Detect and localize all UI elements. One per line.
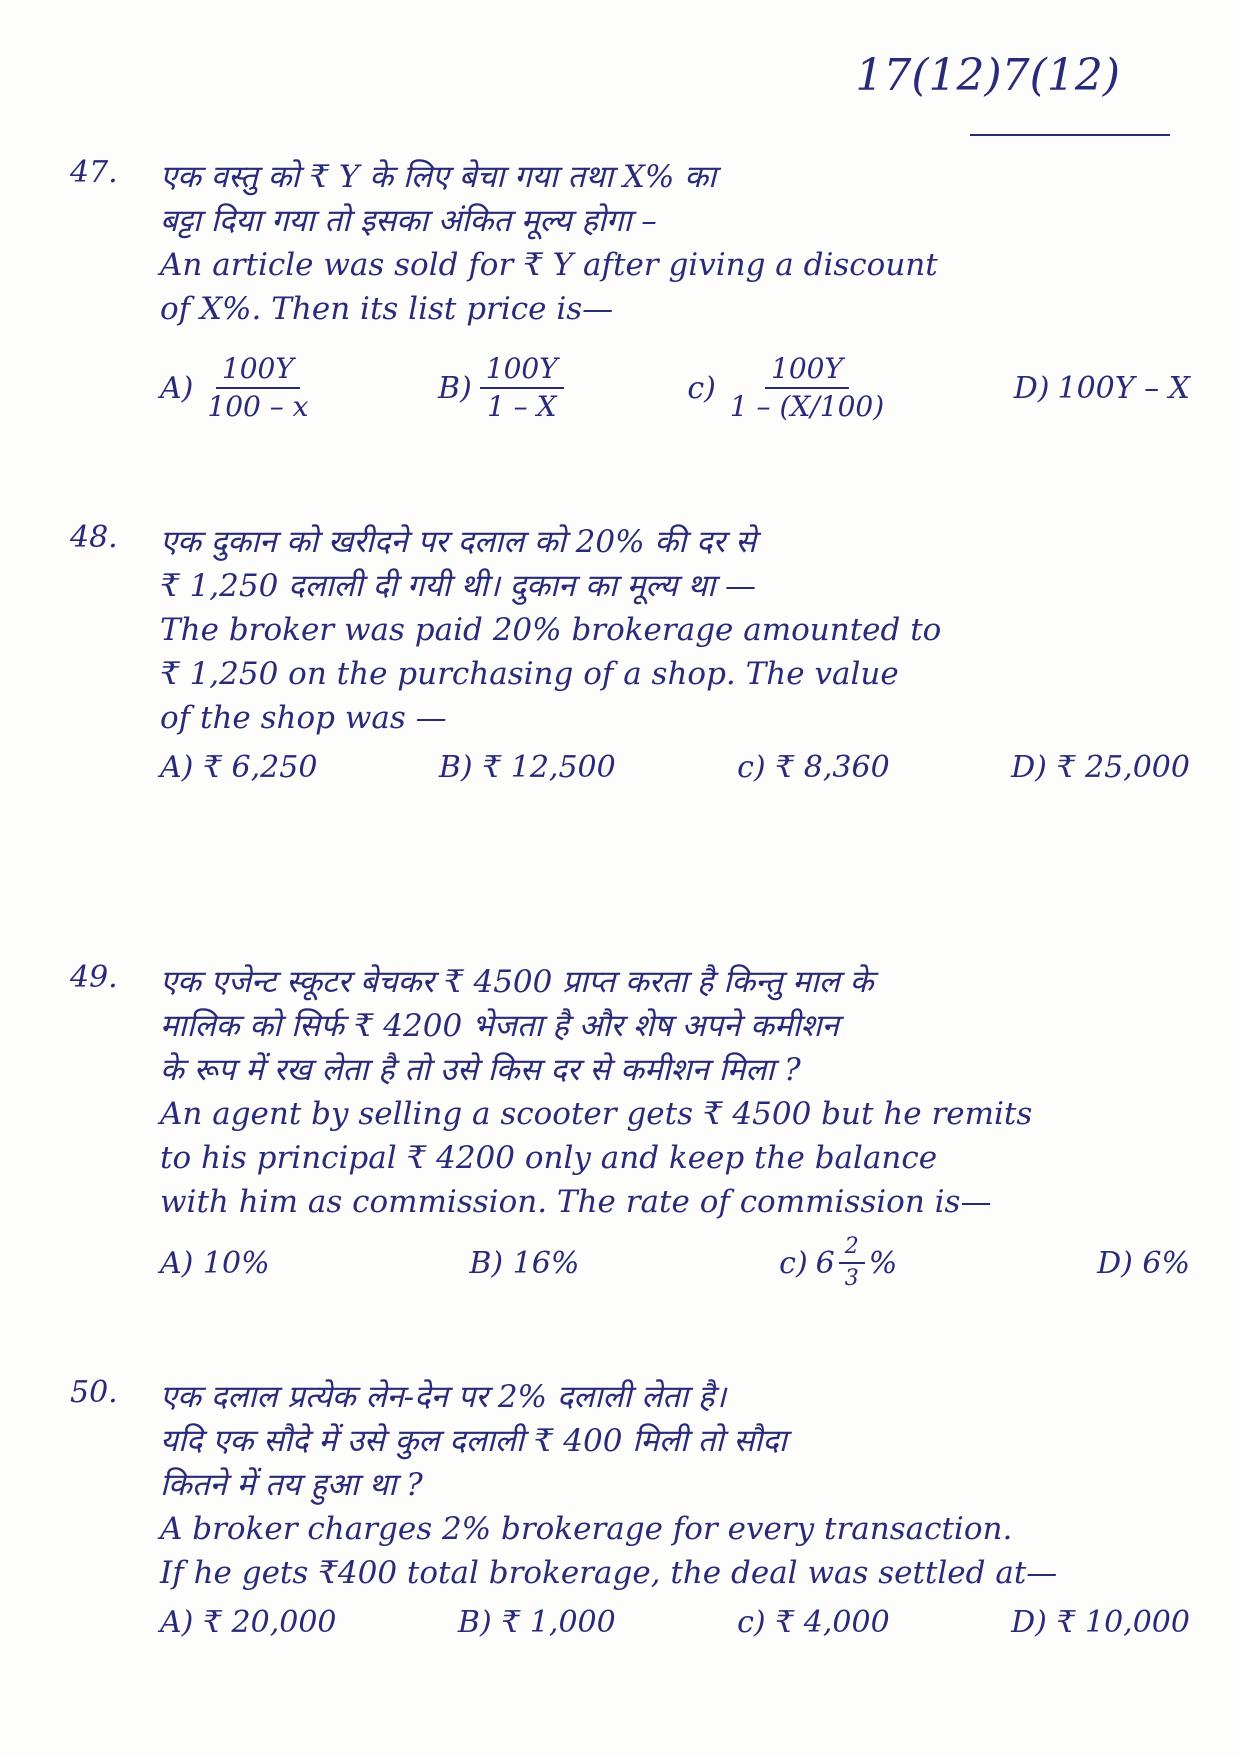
option-b: B) 16% <box>469 1245 580 1281</box>
question-line-english: of the shop was — <box>160 700 447 736</box>
page-code-underline <box>970 134 1170 136</box>
question-line-hindi: यदि एक सौदे में उसे कुल दलाली ₹ 400 मिली तो सौदा <box>160 1423 787 1459</box>
option-c: c) ₹ 8,360 <box>737 750 890 785</box>
option-d: D) 6% <box>1097 1245 1190 1281</box>
options-row <box>160 353 1190 423</box>
option-c: c) $\frac{100Y}{1 - (X/100)}$ <box>687 353 890 423</box>
question-number: 49. <box>70 960 118 995</box>
question-line-hindi: एक दुकान को खरीदने पर दलाल को 20% की दर से <box>160 524 757 560</box>
question-line-english: with him as commission. The rate of commission is— <box>160 1184 992 1220</box>
question-line-english: ₹ 1,250 on the purchasing of a shop. The value <box>160 656 899 692</box>
option-d: D) 100Y – X <box>1013 370 1190 406</box>
question-line-hindi: के रूप में रख लेता है तो उसे किस दर से कमीशन मिला ? <box>160 1052 801 1088</box>
question-number: 48. <box>70 520 118 555</box>
options-row <box>160 750 1190 785</box>
fraction: $\frac{100Y}{100 - x}$ <box>207 352 309 423</box>
question-number: 47. <box>70 155 118 190</box>
options-row <box>160 1234 1190 1292</box>
fraction: $\frac{100Y}{1 - (X/100)}$ <box>729 352 885 423</box>
question-line-hindi: मालिक को सिर्फ ₹ 4200 भेजता है और शेष अपने कमीशन <box>160 1008 839 1044</box>
option-a: A) ₹ 6,250 <box>160 750 318 785</box>
fraction: $\frac{2}{3}$ <box>839 1234 865 1292</box>
option-b: B) $\frac{100Y}{1 - X}$ <box>438 353 564 423</box>
option-a: A) 10% <box>160 1245 270 1281</box>
question-line-english: An article was sold for ₹ Y after giving a discount <box>160 247 938 283</box>
option-c: c) 6 $\frac{2}{3}$ % <box>779 1234 898 1291</box>
question-line-hindi: एक दलाल प्रत्येक लेन-देन पर 2% दलाली लेता है। <box>160 1379 727 1415</box>
question-line-english: to his principal ₹ 4200 only and keep the balance <box>160 1140 938 1176</box>
question-line-hindi: एक वस्तु को ₹ Y के लिए बेचा गया तथा X% का <box>160 159 717 195</box>
option-b: B) ₹ 1,000 <box>457 1605 616 1640</box>
question-number: 50. <box>70 1375 118 1410</box>
question-line-hindi: ₹ 1,250 दलाली दी गयी थी। दुकान का मूल्य था — <box>160 568 756 604</box>
option-d: D) ₹ 10,000 <box>1011 1605 1190 1640</box>
question-line-hindi: बट्टा दिया गया तो इसका अंकित मूल्य होगा – <box>160 203 657 239</box>
option-a: A) $\frac{100Y}{100 - x}$ <box>160 353 314 423</box>
option-d: D) ₹ 25,000 <box>1011 750 1190 785</box>
question-line-english: An agent by selling a scooter gets ₹ 4500 but he remits <box>160 1096 1033 1132</box>
question-line-english: A broker charges 2% brokerage for every transaction. <box>160 1511 1013 1547</box>
page-code: 17(12)7(12) <box>855 50 1120 101</box>
options-row <box>160 1605 1190 1640</box>
question-line-hindi: एक एजेन्ट स्कूटर बेचकर ₹ 4500 प्राप्त करता है किन्तु माल के <box>160 964 874 1000</box>
option-b: B) ₹ 12,500 <box>438 750 616 785</box>
fraction: $\frac{100Y}{1 - X}$ <box>480 353 564 423</box>
option-c: c) ₹ 4,000 <box>737 1605 890 1640</box>
mixed-fraction: 6 $\frac{2}{3}$ % <box>815 1234 898 1291</box>
question-line-english: The broker was paid 20% brokerage amounted to <box>160 612 942 648</box>
question-line-english: of X%. Then its list price is— <box>160 291 614 327</box>
question-line-hindi: कितने में तय हुआ था ? <box>160 1467 423 1503</box>
question-line-english: If he gets ₹400 total brokerage, the deal was settled at— <box>160 1555 1058 1591</box>
option-a: A) ₹ 20,000 <box>160 1605 337 1640</box>
